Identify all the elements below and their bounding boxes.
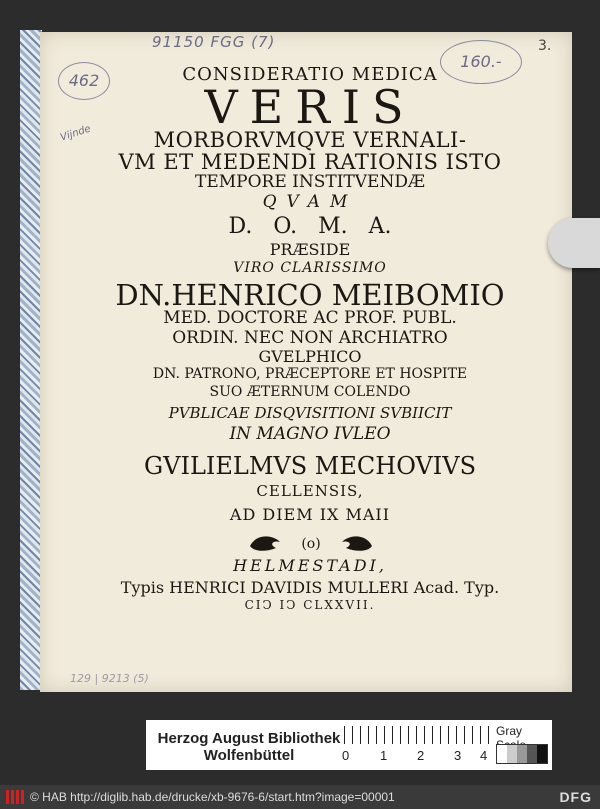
handwritten-circled-number-left: 462 (58, 62, 110, 100)
imprint-place: HELMESTADI, (233, 556, 387, 575)
imprint-printer: Typis HENRICI DAVIDIS MULLERI Acad. Typ. (120, 578, 500, 597)
library-color-plate (146, 720, 552, 770)
handwritten-page-number: 3. (538, 38, 552, 54)
title-line-19: CELLENSIS, (256, 482, 364, 500)
title-line-15: SUO ÆTERNUM COLENDO (209, 384, 411, 400)
ornament-center: (o) (301, 536, 321, 552)
title-line-13: GVELPHICO (258, 347, 362, 366)
title-line-12: ORDIN. NEC NON ARCHIATRO (172, 328, 448, 348)
ruler-number: 1 (380, 748, 388, 763)
footer-url[interactable]: © HAB http://diglib.hab.de/drucke/xb-9676-6/start.htm?image=00001 (30, 790, 395, 804)
ruler-number: 4 (480, 748, 488, 763)
library-name-line-1: Herzog August Bibliothek (157, 730, 341, 747)
title-line-14: DN. PATRONO, PRÆCEPTORE ET HOSPITE (152, 366, 468, 382)
title-line-11: MED. DOCTORE AC PROF. PUBL. (163, 308, 457, 328)
title-line-5: TEMPORE INSTITVENDÆ (195, 172, 425, 192)
ornament-leaf-right-icon (342, 536, 372, 550)
library-name-line-2: Wolfenbüttel (203, 747, 295, 764)
title-line-8: PRÆSIDE (269, 240, 351, 259)
handwritten-bottom-note: 129 | 9213 (5) (70, 672, 149, 685)
title-line-20: AD DIEM IX MAII (229, 505, 391, 524)
library-name (154, 730, 344, 764)
dfg-logo: DFG (559, 789, 592, 805)
title-line-16: PVBLICAE DISQVISITIONI SVBIICIT (168, 404, 452, 422)
gray-scale-strip (496, 744, 548, 764)
title-line-9: VIRO CLARISSIMO (233, 260, 387, 276)
imprint-year: CIↃ IↃ CLXXVII. (244, 598, 376, 612)
scale-ruler (344, 726, 492, 744)
gray-scale-label: Gray (496, 724, 523, 738)
title-line-4: VM ET MEDENDI RATIONIS ISTO (118, 150, 502, 174)
praeses-name: DN.HENRICO MEIBOMIO (115, 278, 505, 312)
handwritten-margin-note: Vijnde (59, 123, 93, 144)
marbled-binding-edge (20, 30, 42, 690)
ruler-number: 0 (342, 748, 350, 763)
handwritten-shelfmark: 91150 FGG (7) (152, 33, 276, 51)
ruler-number: 3 (454, 748, 462, 763)
hab-logo-icon (6, 790, 24, 804)
handwritten-circled-price: 160.- (440, 40, 522, 84)
title-main-word: VERIS (204, 80, 416, 134)
ornament-leaf-left-icon (250, 536, 280, 550)
title-line-17: IN MAGNO IVLEO (229, 424, 391, 444)
ruler-number: 2 (417, 748, 425, 763)
respondent-name: GVILIELMVS MECHOVIVS (143, 452, 477, 480)
title-line-6: QVAM (262, 192, 358, 212)
page-clip-tab (548, 218, 600, 268)
title-line-1: CONSIDERATIO MEDICA (182, 64, 438, 85)
printers-ornament (246, 532, 376, 554)
title-line-7: D. O. M. A. (228, 214, 392, 239)
viewer-footer (0, 785, 600, 809)
title-line-3: MORBORVMQVE VERNALI- (153, 128, 467, 152)
